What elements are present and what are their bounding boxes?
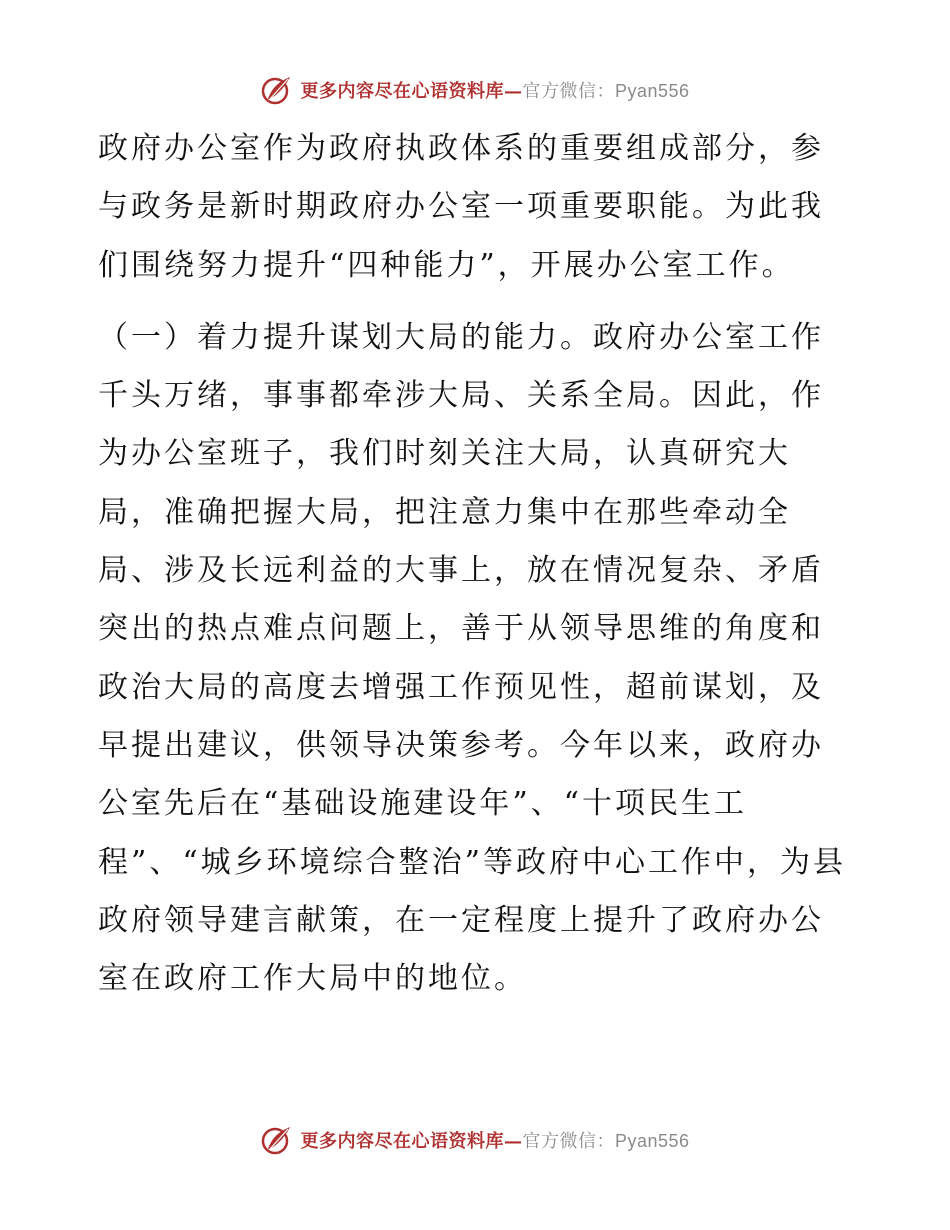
body-paragraph-2: （一）着力提升谋划大局的能力。政府办公室工作千头万绪，事事都牵涉大局、关系全局。因此，作为办公室班子，我们时刻关注大局，认真研究大局，准确把握大局，把注意力集中在那些牵动全局、涉及长远利益的大事上，放在情况复杂、矛盾突出的热点难点问题上，善于从领导思维的角度和政治大局的高度去增强工作预见性，超前谋划，及早提出建议，供领导决策参考。今年以来，政府办公室先后在“基础设施建设年”、“十项民生工程”、“城乡环境综合整治”等政府中心工作中，为县政府领导建言献策，在一定程度上提升了政府办公室在政府工作大局中的地位。 [98, 319, 847, 997]
body-paragraph-1: 政府办公室作为政府执政体系的重要组成部分，参与政务是新时期政府办公室一项重要职能。为此我们围绕努力提升“四种能力”，开展办公室工作。 [98, 131, 824, 283]
header-watermark [0, 70, 950, 110]
footer-watermark-text [300, 1127, 689, 1153]
footer-watermark [0, 1120, 950, 1160]
feather-logo-icon [260, 1123, 294, 1157]
header-watermark-contact: 官方微信：Pyan556 [522, 81, 690, 101]
header-watermark-main: 更多内容尽在心语资料库— [300, 81, 523, 102]
feather-logo-icon [260, 73, 294, 107]
header-watermark-text [300, 77, 689, 103]
footer-watermark-main: 更多内容尽在心语资料库— [300, 1131, 523, 1152]
footer-watermark-contact: 官方微信：Pyan556 [522, 1131, 690, 1151]
document-body [98, 120, 850, 1008]
